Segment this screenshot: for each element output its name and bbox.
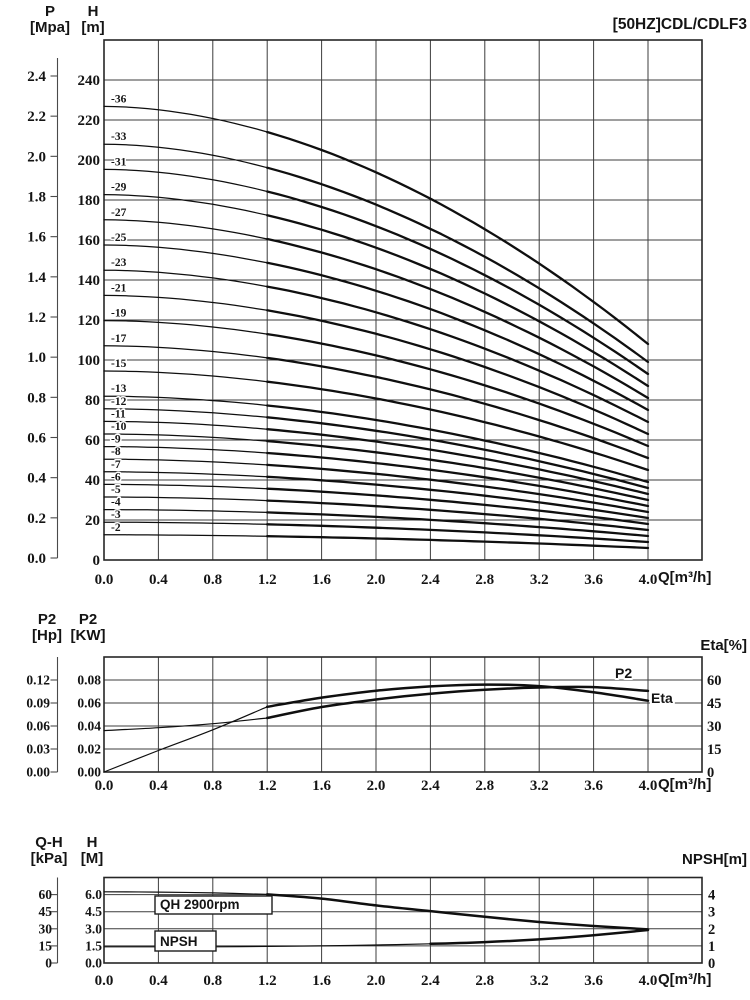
pump-curve-thin--17	[104, 346, 267, 358]
stage-curve-label: -12	[111, 395, 127, 408]
p2-hp-tick-label: 0.03	[26, 741, 50, 757]
x-tick-label: 1.2	[257, 572, 277, 588]
eta-tick-label: 45	[707, 696, 722, 712]
p-tick-label: 1.6	[27, 229, 46, 246]
stage-curve-label: -5	[111, 484, 121, 496]
p2-kw-axis-header	[64, 612, 112, 644]
x-tick-label: 2.8	[475, 572, 495, 588]
stage-curve-label: -2	[111, 521, 121, 534]
p-tick-label: 2.0	[27, 149, 46, 166]
h-tick-label: 200	[77, 153, 100, 169]
p2-kw-title: P2	[78, 611, 98, 628]
p-tick-label: 1.2	[27, 310, 46, 326]
x-tick-label: 3.6	[584, 572, 603, 588]
x-tick-label: 2.0	[366, 572, 386, 588]
kpa-tick-label: 0	[45, 955, 52, 971]
h-m-axis-header	[70, 835, 114, 867]
p-tick-label: 0.0	[27, 551, 46, 567]
h-tick-label: 100	[77, 353, 100, 369]
pump-curve-thin--11	[104, 421, 267, 429]
pump-curve--3	[267, 524, 648, 542]
p2-kw-unit: [KW]	[70, 627, 106, 644]
eta-tick-label: 30	[707, 719, 722, 735]
x-tick-label: 1.2	[257, 778, 277, 794]
stage-curve-label: -4	[111, 496, 121, 509]
plot-frame	[104, 657, 702, 772]
pump-curve--33	[267, 168, 648, 362]
h-tick-label: 240	[77, 73, 100, 89]
pump-curve-thin--23	[104, 270, 267, 286]
p2-hp-title: P2	[37, 611, 57, 628]
stage-curve-label: -23	[111, 257, 127, 270]
stage-curve-label: -33	[111, 131, 127, 144]
x-tick-label: 0.0	[94, 572, 114, 588]
q-axis-unit-mid: Q[m³/h]	[658, 776, 712, 793]
x-tick-label: 3.2	[529, 572, 549, 588]
pump-curve-thin--12	[104, 408, 267, 421]
p-tick-label: 2.4	[27, 69, 46, 85]
h-tick-label: 160	[77, 233, 100, 249]
kpa-tick-label: 45	[38, 904, 52, 920]
stage-curve-label: -27	[111, 206, 127, 219]
h-m-tick-label: 0.0	[85, 955, 102, 971]
h-axis-header	[72, 4, 114, 36]
x-tick-label: 2.4	[421, 572, 440, 588]
stage-curve-label: -7	[111, 458, 121, 471]
pump-curve-thin--2	[104, 535, 267, 536]
p2-hp-tick-label: 0.06	[26, 718, 50, 734]
p-tick-label: 2.2	[27, 109, 46, 126]
x-tick-label: 4.0	[638, 778, 658, 794]
pump-curve-thin--8	[104, 459, 267, 465]
pump-curve--31	[267, 192, 648, 375]
pump-curve--23	[267, 287, 648, 422]
h-m-tick-label: 6.0	[85, 887, 102, 903]
pump-curve-thin--9	[104, 447, 267, 453]
x-tick-label: 2.4	[421, 778, 440, 794]
h-m-title: H	[86, 834, 98, 851]
pump-curve-thin--15	[104, 371, 267, 382]
pump-curve-thin--19	[104, 321, 267, 335]
pump-curve-thin--27	[104, 220, 267, 239]
h-axis-unit: [m]	[81, 19, 105, 36]
pump-curve-thin--5	[104, 497, 267, 501]
x-tick-label: 1.2	[257, 973, 277, 989]
p2-kw-tick-label: 0.02	[77, 741, 101, 757]
h-tick-label: 80	[85, 393, 100, 409]
h-tick-label: 180	[77, 193, 100, 209]
pump-curve-thin--25	[104, 245, 267, 263]
x-tick-label: 0.8	[203, 973, 223, 989]
qh-kpa-axis-header	[22, 835, 76, 867]
stage-curve-label: -9	[111, 433, 121, 446]
p-tick-label: 0.2	[27, 510, 46, 527]
p-axis-unit: [Mpa]	[30, 19, 70, 36]
x-tick-label: 1.6	[312, 973, 331, 989]
kpa-tick-label: 30	[38, 921, 52, 937]
x-tick-label: 3.6	[584, 973, 603, 989]
p-tick-label: 1.4	[27, 269, 46, 286]
stage-curve-label: -36	[111, 93, 127, 106]
stage-curve-label: -15	[111, 358, 127, 370]
qh-kpa-unit: [kPa]	[30, 850, 68, 867]
pump-curve-thin--4	[104, 510, 267, 513]
stage-curve-label: -8	[111, 446, 121, 459]
h-tick-label: 20	[85, 513, 100, 529]
stage-curve-label: -11	[111, 408, 126, 421]
h-axis-title: H	[87, 3, 99, 20]
x-tick-label: 2.8	[475, 778, 495, 794]
p2-kw-tick-label: 0.06	[77, 695, 101, 711]
h-tick-label: 60	[85, 433, 100, 449]
q-axis-unit-top: Q[m³/h]	[658, 569, 712, 586]
h-m-tick-label: 4.5	[85, 904, 102, 920]
npsh-tick-label: 4	[708, 887, 716, 904]
p2-kw-tick-label: 0.08	[77, 672, 101, 688]
curve-thin-QH-2900rpm	[104, 892, 267, 895]
pump-curve-thin--21	[104, 295, 267, 310]
h-m-tick-label: 3.0	[85, 921, 102, 937]
x-tick-label: 0.0	[94, 973, 114, 989]
stage-curve-label: -21	[111, 282, 127, 295]
x-tick-label: 0.0	[94, 778, 114, 794]
pump-curve-thin--36	[104, 106, 267, 132]
x-tick-label: 2.8	[475, 973, 495, 989]
eta-curve-label: Eta	[651, 690, 673, 706]
h-m-unit: [M]	[80, 850, 104, 867]
qh-kpa-title: Q-H	[35, 834, 63, 851]
x-tick-label: 2.0	[366, 778, 386, 794]
p-axis-title: P	[44, 3, 55, 20]
qh-rpm-label: QH 2900rpm	[160, 897, 240, 912]
p-tick-label: 0.4	[27, 470, 46, 487]
x-tick-label: 4.0	[638, 973, 658, 989]
p2-hp-unit: [Hp]	[32, 627, 62, 644]
chart-title: [50HZ]CDL/CDLF3	[612, 16, 747, 33]
stage-curve-label: -6	[111, 471, 121, 484]
pump-curve-thin--29	[104, 195, 267, 216]
eta-tick-label: 15	[707, 742, 722, 758]
x-tick-label: 0.4	[149, 778, 168, 794]
h-tick-label: 120	[77, 313, 100, 329]
p-axis-header	[24, 4, 76, 36]
eta-tick-label: 0	[707, 765, 715, 781]
x-tick-label: 1.6	[312, 572, 331, 588]
x-tick-label: 3.2	[529, 973, 549, 989]
stage-curve-label: -13	[111, 383, 127, 396]
pump-curve-thin--33	[104, 144, 267, 168]
stage-curve-label: -29	[111, 181, 127, 194]
x-tick-label: 1.6	[312, 778, 331, 794]
h-tick-label: 40	[85, 473, 100, 489]
x-tick-label: 2.0	[366, 973, 386, 989]
kpa-tick-label: 15	[38, 938, 52, 954]
pump-curve--11	[267, 429, 648, 494]
p-tick-label: 1.0	[27, 350, 46, 367]
pump-curve-thin--31	[104, 169, 267, 191]
npsh-tick-label: 3	[708, 904, 716, 921]
x-tick-label: 3.2	[529, 778, 549, 794]
p-tick-label: 1.8	[27, 189, 46, 206]
stage-curve-label: -19	[111, 307, 127, 320]
x-tick-label: 0.8	[203, 778, 223, 794]
npsh-tick-label: 0	[708, 956, 716, 972]
p-tick-label: 0.8	[27, 390, 46, 407]
pump-curve-thin--13	[104, 396, 267, 405]
pump-curve-thin--6	[104, 484, 267, 488]
stage-curve-label: -25	[111, 232, 127, 244]
npsh-tick-label: 2	[708, 921, 716, 938]
curve-thin-Eta	[104, 707, 267, 772]
p2-hp-tick-label: 0.09	[26, 695, 50, 711]
pump-curve-thin--7	[104, 472, 267, 477]
x-tick-label: 2.4	[421, 973, 440, 989]
p2-kw-tick-label: 0.04	[77, 718, 101, 734]
npsh-label: NPSH	[160, 934, 198, 949]
stage-curve-label: -10	[111, 421, 127, 433]
npsh-axis-header: NPSH[m]	[681, 851, 747, 868]
p2-hp-tick-label: 0.00	[26, 764, 50, 780]
p2-curve-label: P2	[615, 665, 633, 681]
pump-curve-thin--3	[104, 522, 267, 524]
h-tick-label: 0	[92, 553, 100, 569]
stage-curve-label: -3	[111, 509, 121, 522]
npsh-tick-label: 1	[708, 938, 716, 955]
x-tick-label: 0.4	[149, 973, 168, 989]
q-axis-unit-bottom: Q[m³/h]	[658, 971, 712, 988]
stage-curve-label: -17	[111, 332, 127, 345]
pump-curve--36	[267, 132, 648, 344]
x-tick-label: 0.4	[149, 572, 168, 588]
p-tick-label: 0.6	[27, 430, 46, 447]
h-tick-label: 140	[77, 273, 100, 289]
eta-tick-label: 60	[707, 673, 722, 689]
curve-thin-P2	[104, 718, 267, 731]
eta-axis-header: Eta[%]	[700, 637, 747, 654]
p2-hp-tick-label: 0.12	[26, 672, 50, 688]
p2-kw-tick-label: 0.00	[77, 764, 101, 780]
kpa-tick-label: 60	[38, 887, 52, 903]
x-tick-label: 3.6	[584, 778, 603, 794]
h-m-tick-label: 1.5	[85, 938, 102, 954]
h-tick-label: 220	[77, 113, 100, 129]
x-tick-label: 0.8	[203, 572, 223, 588]
x-tick-label: 4.0	[638, 572, 658, 588]
stage-curve-label: -31	[111, 156, 127, 169]
